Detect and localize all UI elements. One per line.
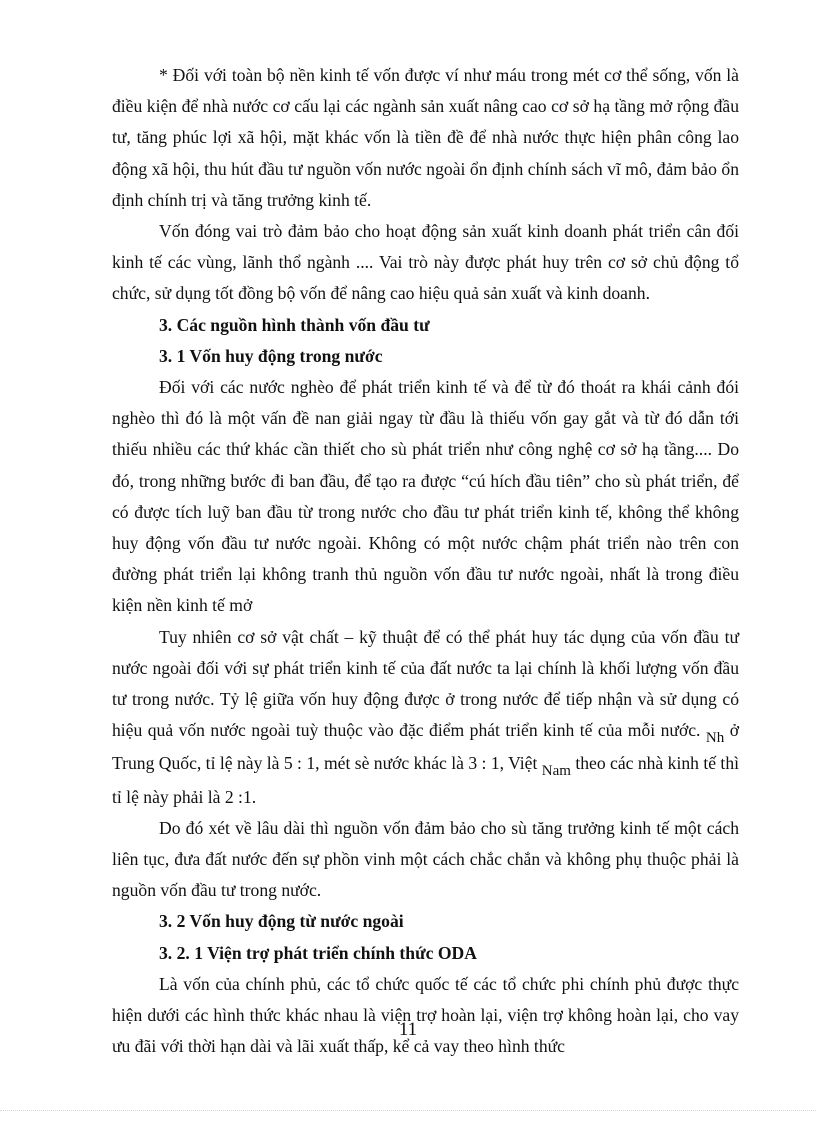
subsection-heading-foreign-capital: 3. 2 Vốn huy động từ nước ngoài bbox=[159, 911, 404, 932]
subsection-heading-oda: 3. 2. 1 Viện trợ phát triển chính thức ODA bbox=[159, 942, 477, 963]
paragraph-long-term: Do đó xét về lâu dài thì nguồn vốn đảm bảo cho sù tăng trưởng kinh tế một cách liên tục, đưa đất nước đến sự phồn vinh một cách chắc chắn và không phụ thuộc phải là nguồn vốn đầu tư trong nước. bbox=[112, 817, 739, 901]
paragraph-capital-role: Vốn đóng vai trò đảm bảo cho hoạt động sản xuất kinh doanh phát triển cân đối kinh tế các vùng, lãnh thổ ngành .... Vai trò này được phát huy trên cơ sở chủ động tổ chức, sử dụng tốt đồng bộ vốn để nâng cao hiệu quả sản xuất và kinh doanh. bbox=[112, 221, 739, 304]
paragraph-economy-role: * Đối với toàn bộ nền kinh tế vốn được ví như máu trong mét cơ thể sống, vốn là điều kiện để nhà nước cơ cấu lại các ngành sản xuất nâng cao cơ sở hạ tầng mở rộng đầu tư, tăng phúc lợi xã hội, mặt khác vốn là tiền đề để nhà nước thực hiện phân công lao động xã hội, thu hút đầu tư nguồn vốn nước ngoài ổn định chính sách vĩ mô, đảm bảo ổn định chính trị và tăng trưởng kinh tế. bbox=[112, 65, 739, 210]
document-body bbox=[112, 60, 739, 1063]
ratio-text-nam: Nam bbox=[541, 763, 571, 780]
paragraph-oda-definition: Là vốn của chính phủ, các tổ chức quốc tế các tổ chức phi chính phủ được thực hiện dưới các hình thức khác nhau là viện trợ hoàn lại, viện trợ không hoàn lại, cho vay ưu đãi với thời hạn dài và lãi xuất thấp, kể cả vay theo hình thức bbox=[112, 973, 739, 1057]
subsection-heading-domestic-capital: 3. 1 Vốn huy động trong nước bbox=[159, 345, 383, 366]
page-bottom-rule bbox=[0, 1110, 816, 1111]
page-number: 11 bbox=[398, 1019, 418, 1040]
ratio-text-1: Tuy nhiên cơ sở vật chất – kỹ thuật để có thể phát huy tác dụng của vốn đầu tư nước ngoài đối với sự phát triển kinh tế của đất nước ta lại chính là khối lượng vốn đầu tư trong nước. Tỷ lệ giữa vốn huy động được ở trong nước để tiếp nhận và sử dụng có hiệu quả vốn nước ngoài tuỳ thuộc vào đặc điểm phát triển kinh tế của mỗi nước. bbox=[112, 626, 739, 741]
ratio-text-2: ở Trung Quốc, tỉ lệ này là 5 : 1, mét sè nước khác là 3 : 1, Việt bbox=[112, 720, 740, 774]
ratio-text-3: theo các nhà kinh tế thì tỉ lệ này phải là 2 :1. bbox=[112, 753, 739, 807]
paragraph-ratio bbox=[112, 622, 739, 813]
paragraph-poor-countries: Đối với các nước nghèo để phát triển kinh tế và để từ đó thoát ra khái cảnh đói nghèo thì đó là một vấn đề nan giải ngay từ đầu là thiếu vốn gay gắt và từ đó dẫn tới thiếu nhiều các thứ khác cần thiết cho sù phát triển như công nghệ cơ sở hạ tầng.... Do đó, trong những bước đi ban đầu, để tạo ra được “cú hích đầu tiên” cho sù phát triển, để có được tích luỹ ban đầu từ trong nước cho đầu tư phát triển kinh tế, không thể không huy động vốn đầu tư nước ngoài. Không có một nước chậm phát triển nào trên con đường phát triển lại không tranh thủ nguồn vốn đầu tư nước ngoài, nhất là trong điều kiện nền kinh tế mở bbox=[112, 377, 739, 616]
section-heading-capital-sources: 3. Các nguồn hình thành vốn đầu tư bbox=[159, 314, 430, 335]
ratio-text-nh: Nh bbox=[705, 730, 725, 747]
